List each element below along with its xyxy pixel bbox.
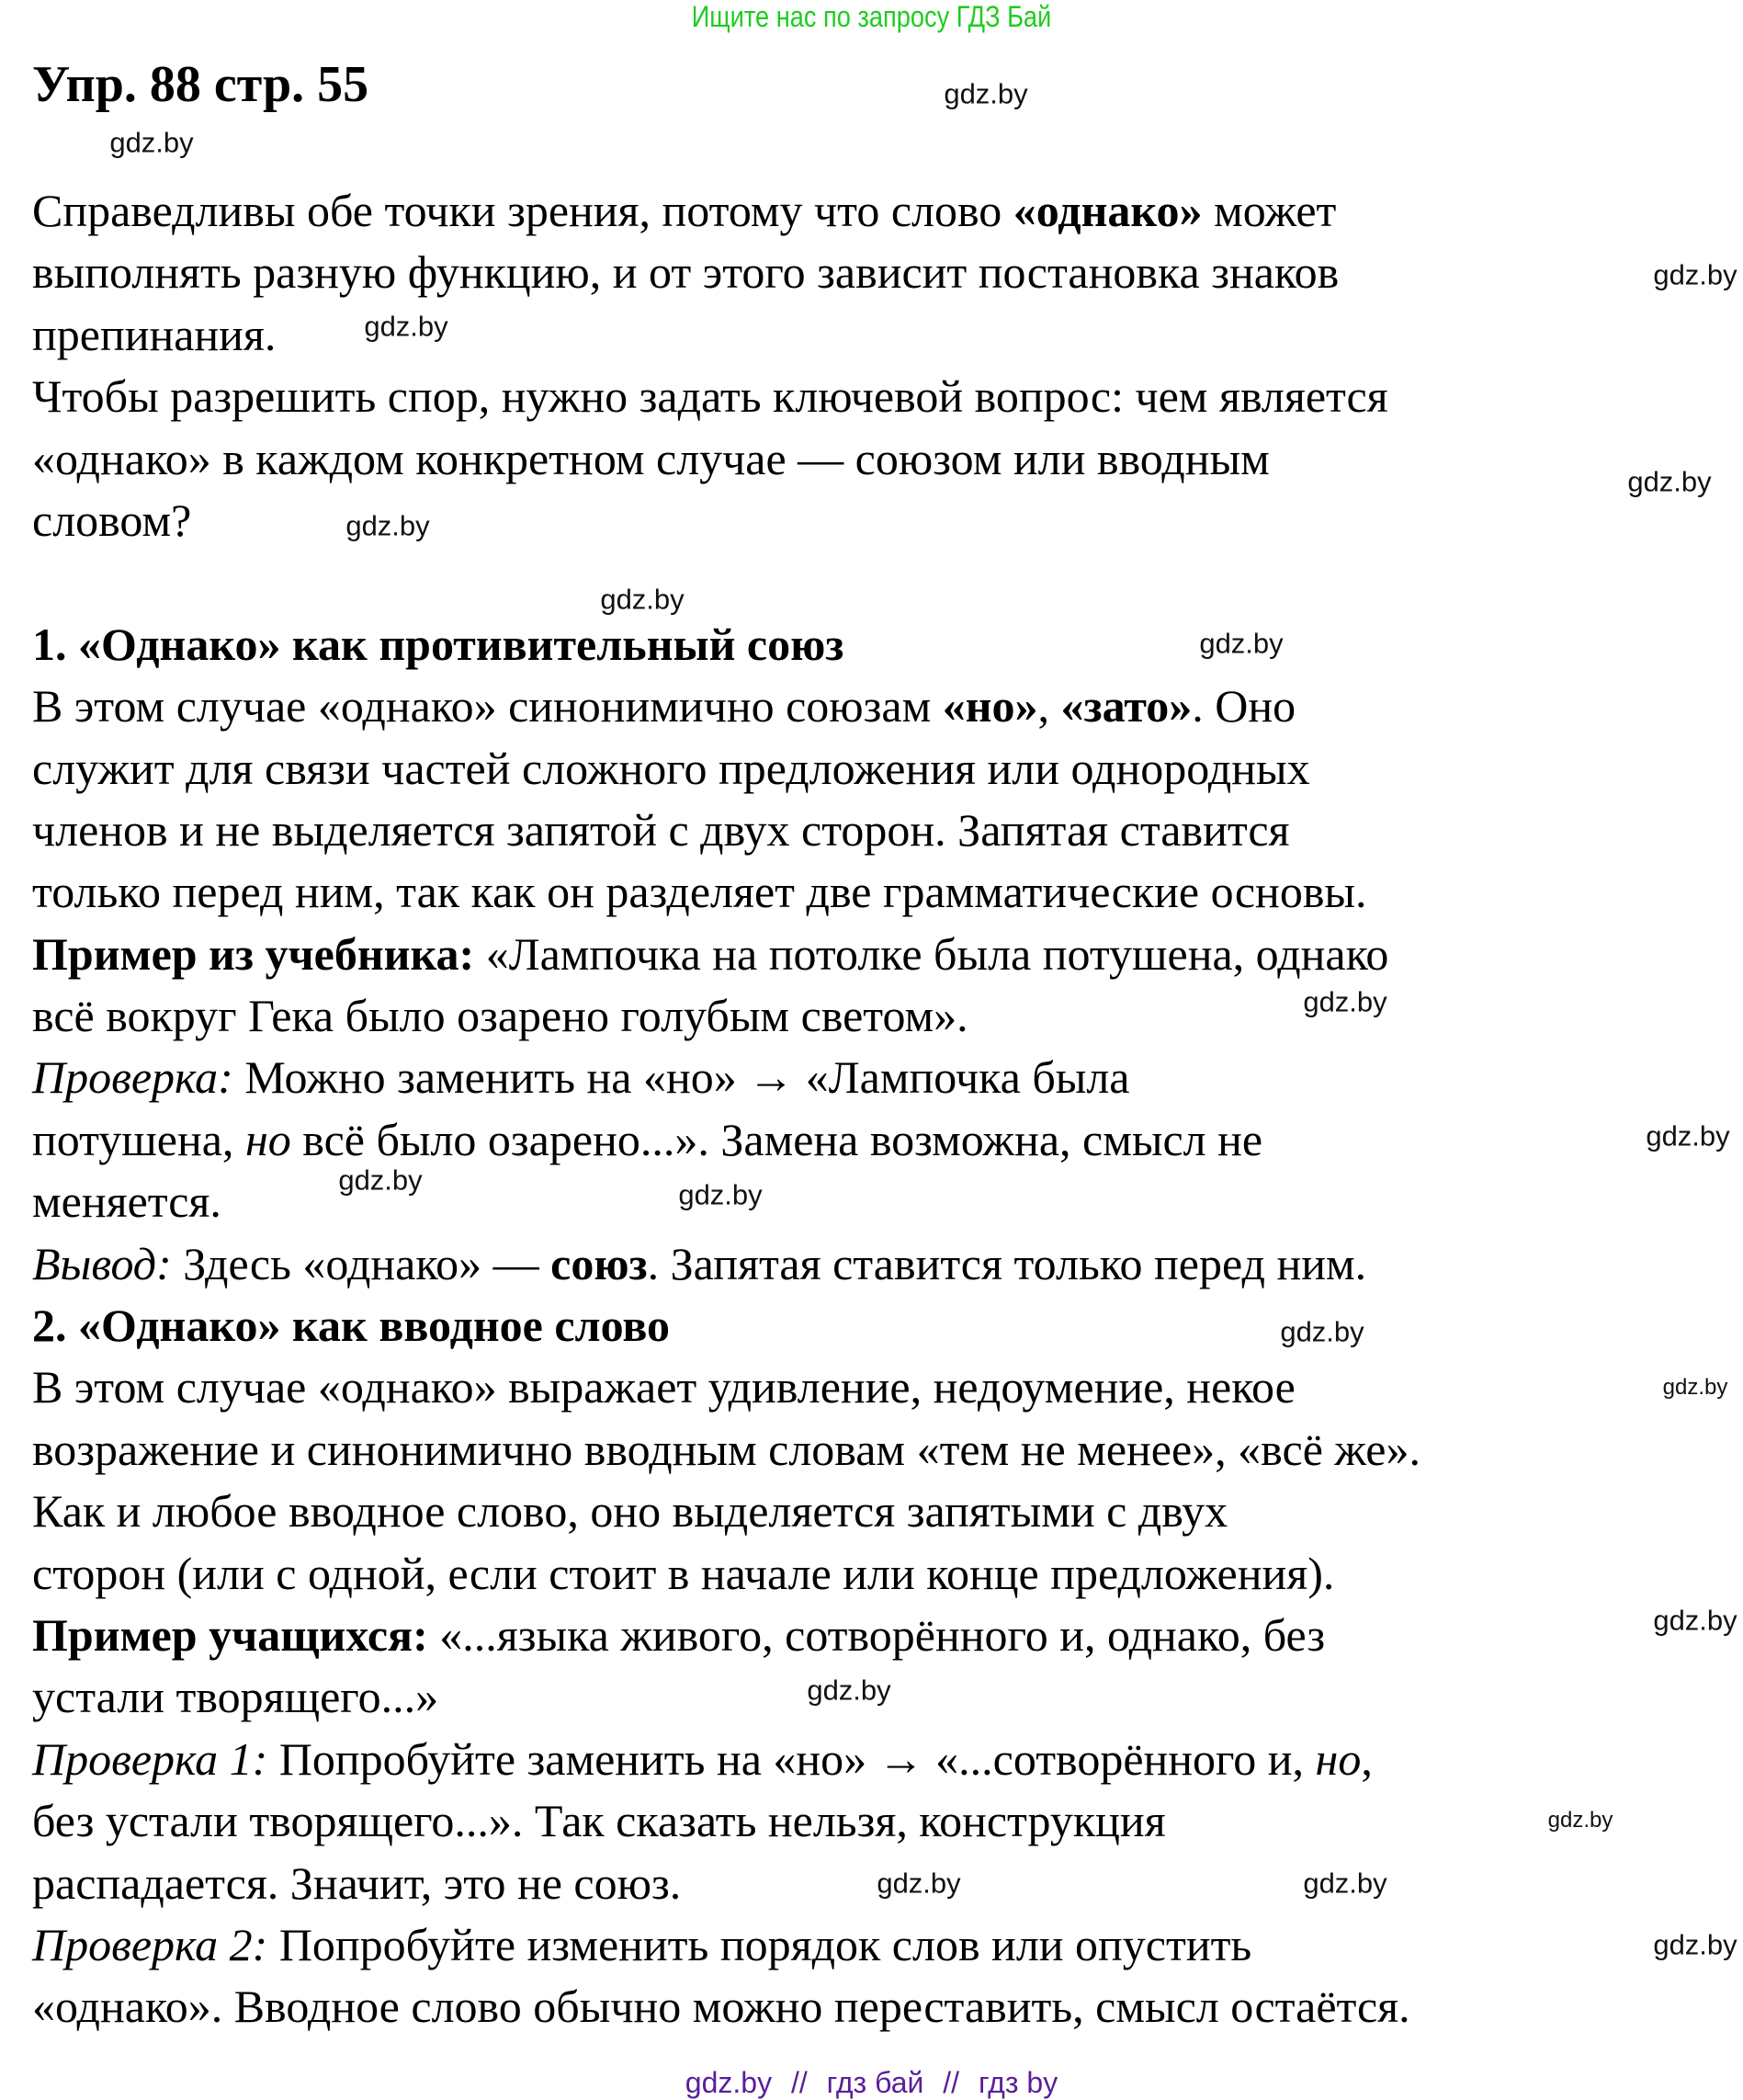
text-segment: всё было озарено...». Замена возможна, смысл не	[290, 1113, 1263, 1165]
text-segment: устали творящего...»	[32, 1671, 439, 1723]
italic-text: Проверка:	[32, 1051, 233, 1104]
text-line	[32, 1976, 1420, 2038]
text-line	[32, 1109, 1420, 1171]
page-title: Упр. 88 стр. 55	[32, 56, 369, 113]
text-line	[32, 366, 1420, 427]
watermark: gdz.by	[600, 583, 685, 616]
watermark: gdz.by	[338, 1164, 423, 1197]
text-line	[32, 1356, 1420, 1418]
text-line	[32, 1481, 1420, 1542]
footer-link-gdz-by[interactable]: гдз by	[978, 2066, 1058, 2099]
watermark: gdz.by	[1653, 1928, 1737, 1961]
text-segment: ,	[1361, 1732, 1373, 1785]
text-line	[32, 1233, 1420, 1295]
text-line	[32, 1419, 1420, 1481]
watermark: gdz.by	[1547, 1808, 1613, 1833]
text-segment: «однако». Вводное слово обычно можно переставить, смысл остаётся.	[32, 1981, 1410, 2033]
bold-text: 1. «Однако» как противительный союз	[32, 618, 844, 670]
text-segment: словом?	[32, 494, 192, 546]
bold-text: «зато»	[1060, 680, 1193, 732]
footer-separator: //	[790, 2066, 808, 2099]
watermark: gdz.by	[364, 310, 448, 343]
text-line	[32, 738, 1420, 800]
watermark: gdz.by	[1199, 627, 1284, 660]
footer-link-gdz[interactable]: gdz.by	[685, 2066, 773, 2099]
italic-text: Проверка 2:	[32, 1918, 268, 1970]
watermark: gdz.by	[944, 77, 1028, 110]
bold-text: Пример учащихся:	[32, 1608, 428, 1661]
text-line	[32, 1790, 1420, 1852]
text-line	[32, 1853, 1420, 1914]
bold-text: Пример из учебника:	[32, 927, 475, 980]
text-line	[32, 1295, 1420, 1356]
text-segment: распадается. Значит, это не союз.	[32, 1856, 682, 1909]
text-segment: ,	[1037, 680, 1061, 732]
text-line	[32, 675, 1420, 737]
text-segment: служит для связи частей сложного предложения или однородных	[32, 742, 1310, 794]
text-line	[32, 924, 1420, 985]
text-line	[32, 428, 1420, 490]
text-segment: членов и не выделяется запятой с двух сторон. Запятая ставится	[32, 803, 1290, 856]
watermark: gdz.by	[1653, 258, 1737, 291]
bold-text: «однако»	[1013, 185, 1203, 236]
text-segment: Чтобы разрешить спор, нужно задать ключевой вопрос: чем является	[32, 370, 1388, 423]
footer-separator: //	[943, 2066, 960, 2099]
text-segment: «Лампочка на потолке была потушена, однако	[474, 927, 1389, 980]
footer-link-gdz-bai[interactable]: гдз бай	[826, 2066, 924, 2099]
text-segment: всё вокруг Гека было озарено голубым светом».	[32, 990, 968, 1042]
text-segment: «...языка живого, сотворённого и, однако, без	[427, 1608, 1326, 1661]
text-line	[32, 1914, 1420, 1976]
watermark: gdz.by	[1627, 465, 1712, 498]
bold-text: союз	[550, 1237, 648, 1289]
watermark: gdz.by	[1303, 1867, 1387, 1900]
text-line	[32, 304, 1420, 366]
answer-text	[32, 180, 1420, 2038]
text-segment: В этом случае «однако» выражает удивление, недоумение, некое	[32, 1361, 1296, 1413]
text-segment: Можно заменить на «но» → «Лампочка была	[232, 1051, 1130, 1104]
watermark: gdz.by	[345, 509, 430, 542]
text-line	[32, 490, 1420, 551]
text-line	[32, 1047, 1420, 1108]
text-line	[32, 242, 1420, 303]
text-line	[32, 551, 1420, 616]
bold-text: 2. «Однако» как вводное слово	[32, 1300, 671, 1352]
text-segment: сторон (или с одной, если стоит в начале или конце предложения).	[32, 1547, 1335, 1599]
watermark: gdz.by	[678, 1178, 763, 1211]
text-segment: без устали творящего...». Так сказать нельзя, конструкция	[32, 1795, 1166, 1847]
text-segment: Здесь «однако» —	[171, 1237, 551, 1289]
watermark: gdz.by	[877, 1867, 961, 1900]
text-segment: выполнять разную функцию, и от этого зависит постановка знаков	[32, 246, 1340, 299]
text-segment: Как и любое вводное слово, оно выделяется запятыми с двух	[32, 1485, 1228, 1538]
text-line	[32, 1666, 1420, 1728]
text-line	[32, 1605, 1420, 1666]
text-line	[32, 800, 1420, 861]
italic-text: но	[244, 1113, 291, 1165]
search-banner: Ищите нас по запросу ГДЗ Бай	[691, 0, 1052, 33]
text-line	[32, 1729, 1420, 1790]
text-segment: Попробуйте изменить порядок слов или опустить	[267, 1918, 1252, 1970]
text-segment: . Оно	[1192, 680, 1296, 732]
text-line	[32, 861, 1420, 923]
text-segment: Попробуйте заменить на «но» → «...сотворённого и,	[267, 1732, 1316, 1785]
text-line	[32, 180, 1420, 242]
text-line	[32, 1543, 1420, 1605]
footer-links	[0, 2066, 1743, 2100]
watermark: gdz.by	[1662, 1375, 1728, 1400]
bold-text: «но»	[942, 680, 1038, 732]
watermark: gdz.by	[1280, 1315, 1364, 1348]
text-segment: препинания.	[32, 308, 277, 360]
italic-text: но	[1315, 1732, 1362, 1785]
italic-text: Проверка 1:	[32, 1732, 268, 1785]
text-segment: меняется.	[32, 1175, 221, 1228]
text-segment: возражение и синонимично вводным словам «тем не менее», «всё же».	[32, 1423, 1420, 1475]
watermark: gdz.by	[1653, 1604, 1737, 1637]
text-segment: может	[1202, 185, 1337, 236]
watermark: gdz.by	[807, 1674, 891, 1707]
text-segment: только перед ним, так как он разделяет две грамматические основы.	[32, 866, 1367, 918]
text-segment: Справедливы обе точки зрения, потому что слово	[32, 185, 1013, 236]
text-segment: . Запятая ставится только перед ним.	[647, 1237, 1367, 1289]
text-segment: В этом случае «однако» синонимично союзам	[32, 680, 943, 732]
text-line	[32, 985, 1420, 1047]
watermark: gdz.by	[1646, 1119, 1730, 1152]
watermark: gdz.by	[1303, 985, 1387, 1018]
text-segment: «однако» в каждом конкретном случае — союзом или вводным	[32, 432, 1270, 484]
italic-text: Вывод:	[32, 1237, 172, 1289]
watermark: gdz.by	[109, 126, 194, 159]
text-segment: потушена,	[32, 1113, 245, 1165]
